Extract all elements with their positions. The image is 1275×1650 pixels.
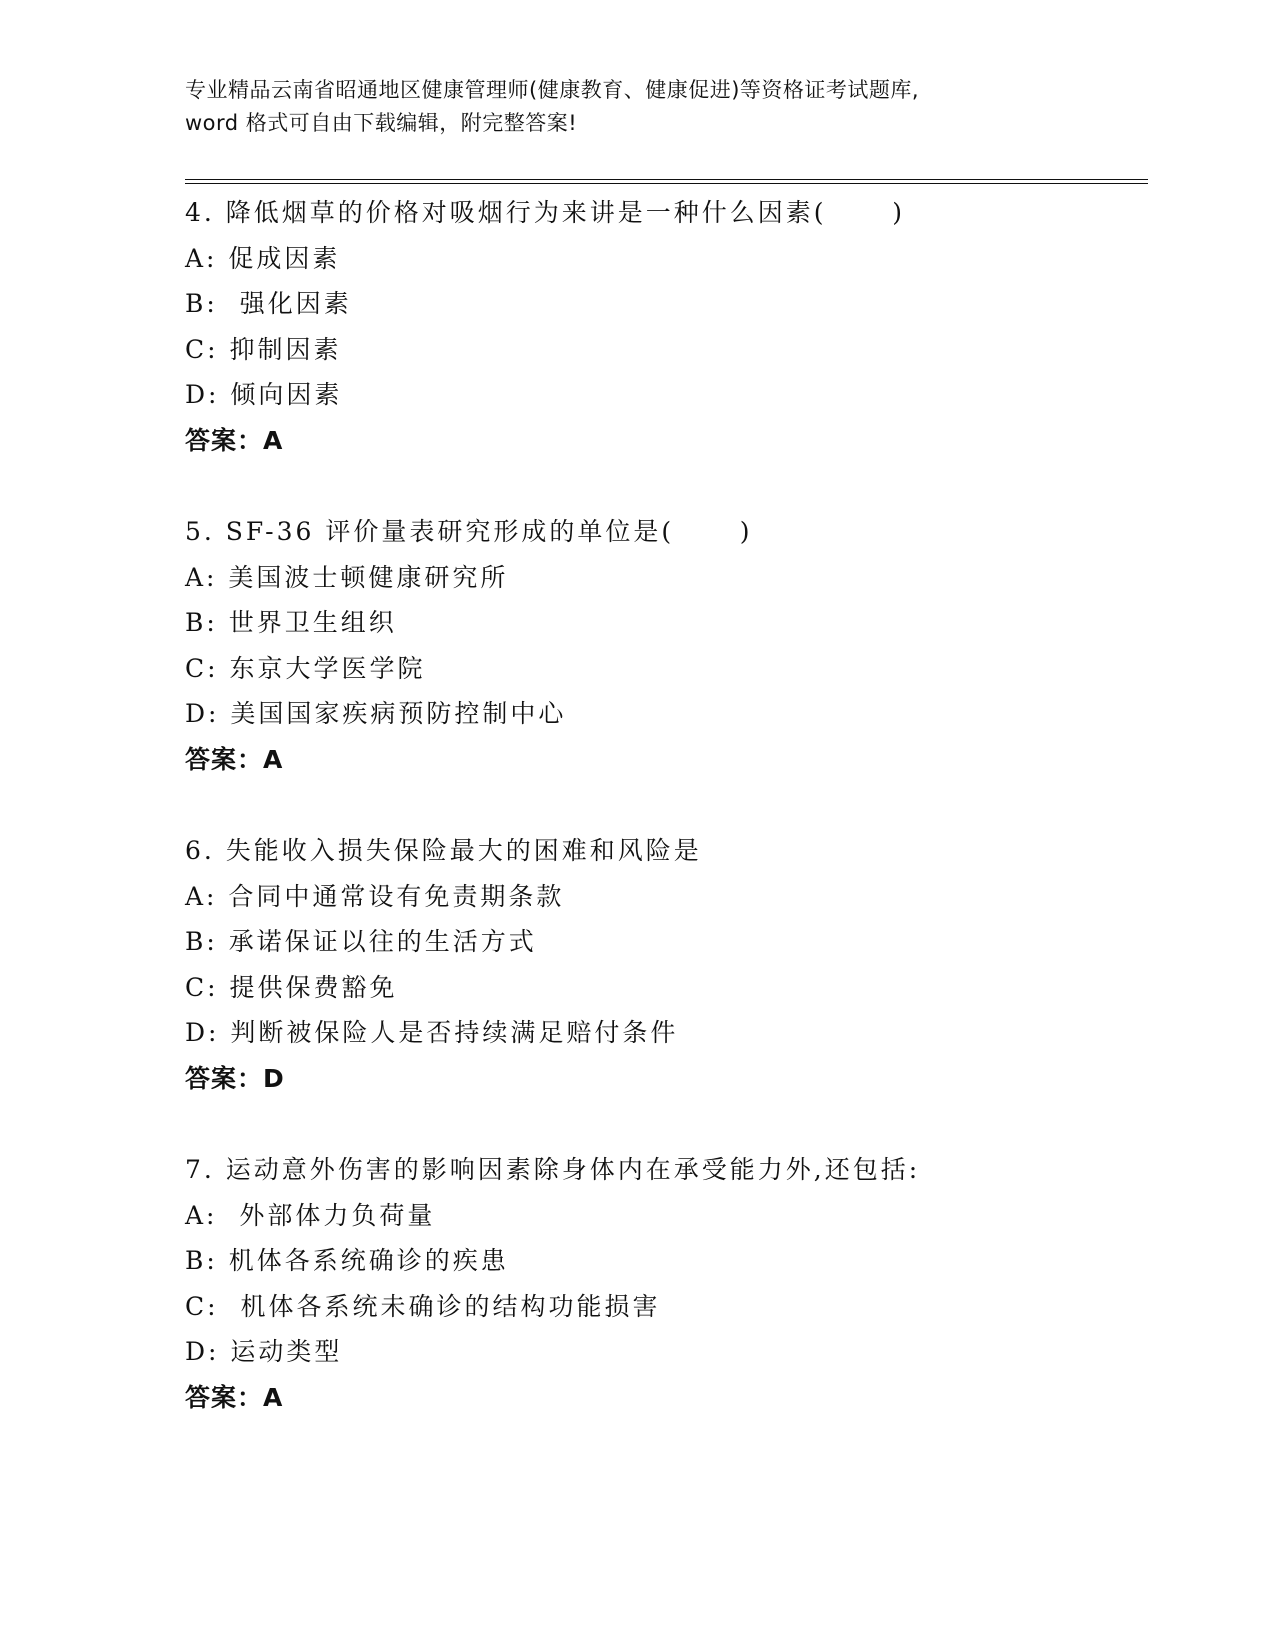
- question-spacer: [185, 1101, 1145, 1147]
- option-d: D: 倾向因素: [185, 380, 343, 409]
- header-title-line2: word 格式可自由下载编辑，附完整答案!: [185, 111, 578, 135]
- option-c: C: 机体各系统未确诊的结构功能损害: [185, 1291, 661, 1321]
- question-list: [185, 190, 1145, 1420]
- option-b: B: 承诺保证以往的生活方式: [185, 927, 537, 956]
- option-c: C: 抑制因素: [185, 334, 342, 364]
- option-a: A: 美国波士顿健康研究所: [185, 562, 509, 592]
- option-c: C: 东京大学医学院: [185, 653, 426, 683]
- question-7: [185, 1147, 1145, 1420]
- question-spacer: [185, 463, 1145, 509]
- option-d: D: 判断被保险人是否持续满足赔付条件: [185, 1018, 679, 1047]
- option-b: B: 强化因素: [185, 289, 352, 318]
- answer-line: 答案：A: [185, 1382, 284, 1412]
- document-header: [185, 74, 1145, 140]
- question-stem: 5. SF-36 评价量表研究形成的单位是( ): [185, 517, 753, 546]
- option-d: D: 运动类型: [185, 1337, 343, 1366]
- option-a: A: 促成因素: [185, 243, 341, 273]
- question-4: [185, 190, 1145, 463]
- question-stem: 4. 降低烟草的价格对吸烟行为来讲是一种什么因素( ): [185, 198, 905, 227]
- option-a: A: 外部体力负荷量: [185, 1200, 436, 1230]
- question-5: [185, 509, 1145, 782]
- answer-line: 答案：A: [185, 744, 284, 774]
- header-title-line1: 专业精品云南省昭通地区健康管理师(健康教育、健康促进)等资格证考试题库,: [185, 78, 920, 102]
- option-b: B: 世界卫生组织: [185, 608, 397, 637]
- option-c: C: 提供保费豁免: [185, 972, 398, 1002]
- answer-line: 答案：D: [185, 1063, 285, 1093]
- question-6: [185, 828, 1145, 1101]
- question-stem: 6. 失能收入损失保险最大的困难和风险是: [185, 836, 702, 865]
- question-stem: 7. 运动意外伤害的影响因素除身体内在承受能力外,还包括:: [185, 1155, 921, 1184]
- header-divider-top: [185, 179, 1148, 180]
- option-d: D: 美国国家疾病预防控制中心: [185, 699, 567, 728]
- header-divider-bottom: [185, 183, 1148, 184]
- option-b: B: 机体各系统确诊的疾患: [185, 1246, 509, 1275]
- answer-line: 答案：A: [185, 425, 284, 455]
- question-spacer: [185, 782, 1145, 828]
- option-a: A: 合同中通常设有免责期条款: [185, 881, 565, 911]
